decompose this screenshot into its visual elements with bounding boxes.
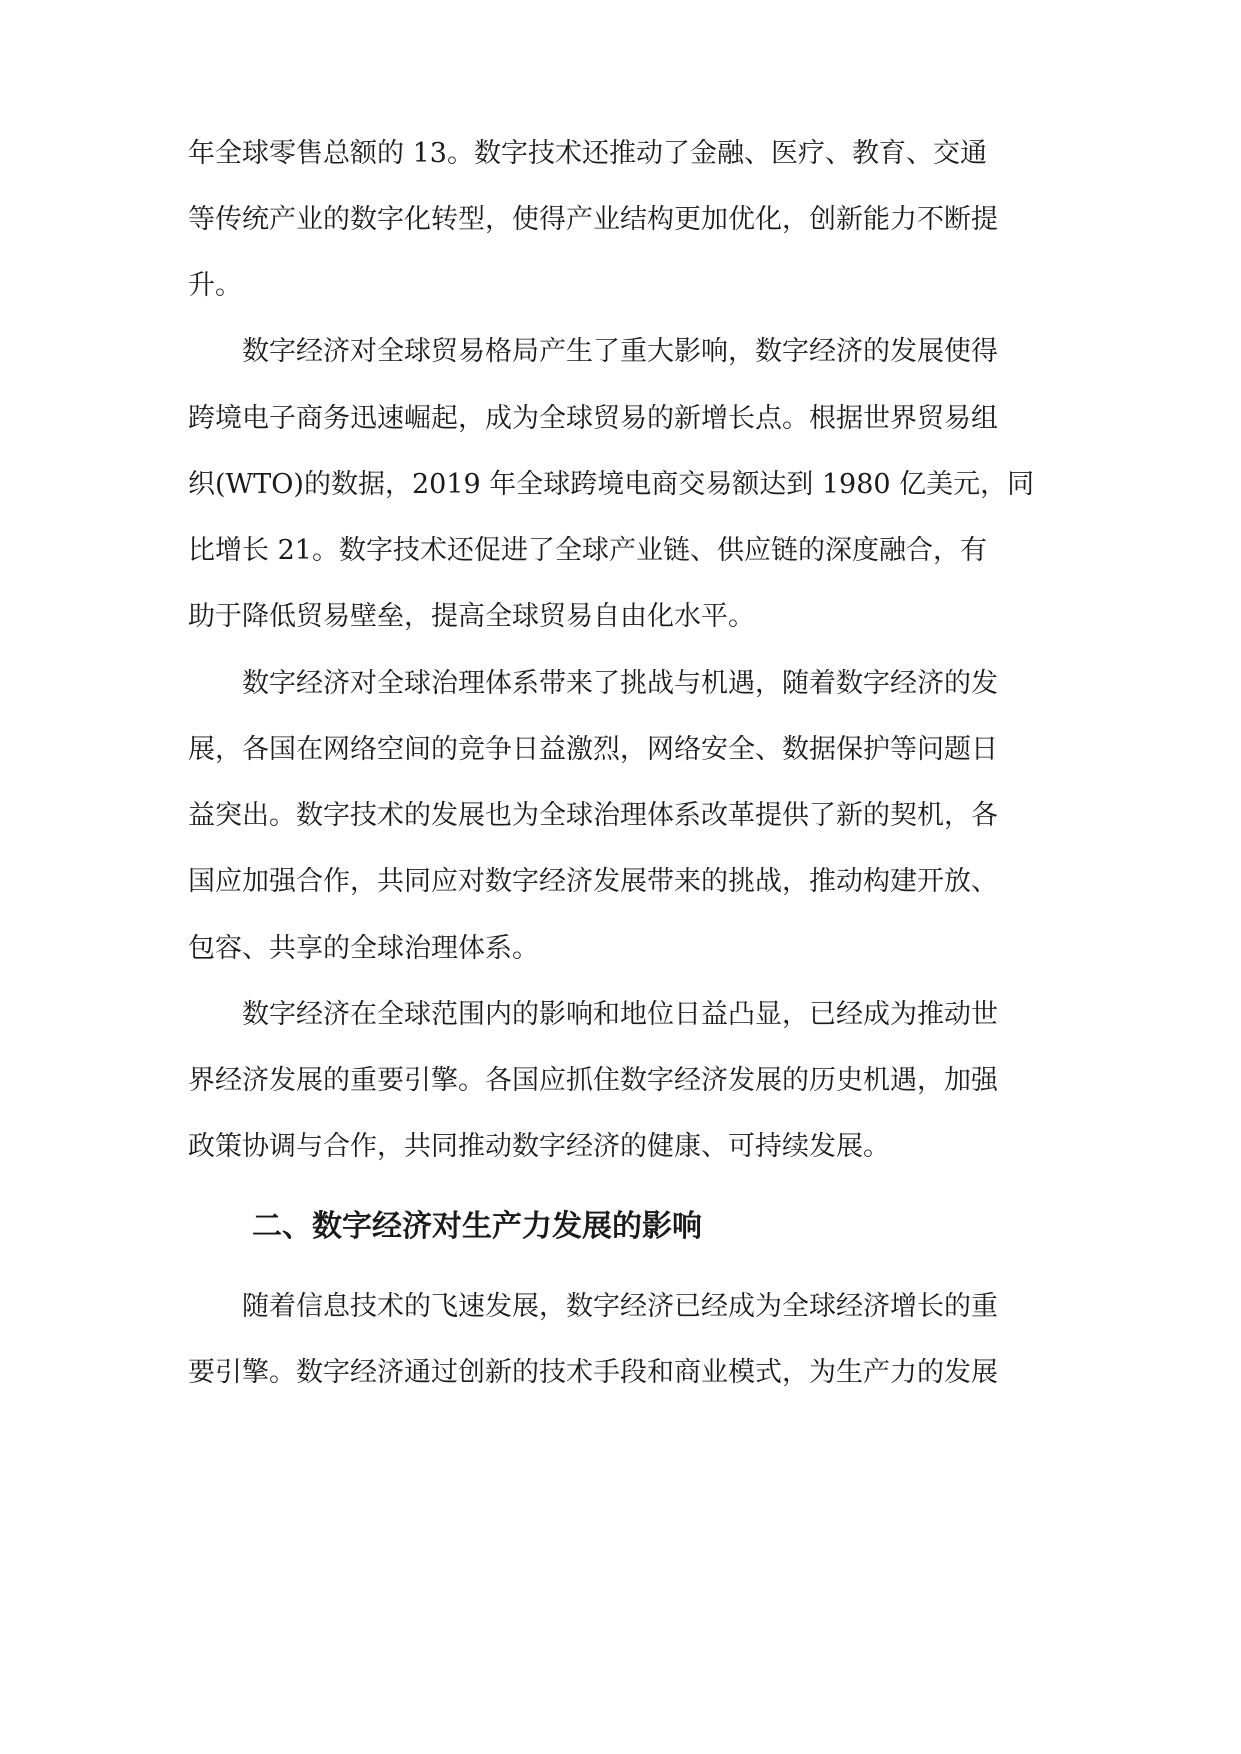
paragraph-3-line-1: 数字经济对全球治理体系带来了挑战与机遇，随着数字经济的发 — [188, 668, 998, 699]
paragraph-1-line-3: 升。 — [188, 270, 242, 301]
paragraph-2-line-4: 比增长 21。数字技术还促进了全球产业链、供应链的深度融合，有 — [188, 535, 987, 566]
paragraph-4-line-2: 界经济发展的重要引擎。各国应抓住数字经济发展的历史机遇，加强 — [188, 1065, 998, 1096]
paragraph-2-line-3: 织(WTO)的数据，2019 年全球跨境电商交易额达到 1980 亿美元，同 — [188, 469, 1035, 500]
paragraph-3-line-5: 包容、共享的全球治理体系。 — [188, 933, 539, 964]
paragraph-1-line-2: 等传统产业的数字化转型，使得产业结构更加优化，创新能力不断提 — [188, 204, 998, 235]
paragraph-3-line-2: 展，各国在网络空间的竞争日益激烈，网络安全、数据保护等问题日 — [188, 734, 998, 765]
paragraph-4-line-1: 数字经济在全球范围内的影响和地位日益凸显，已经成为推动世 — [188, 999, 998, 1030]
paragraph-3-line-3: 益突出。数字技术的发展也为全球治理体系改革提供了新的契机，各 — [188, 800, 998, 831]
paragraph-2-line-5: 助于降低贸易壁垒，提高全球贸易自由化水平。 — [188, 601, 755, 632]
paragraph-4-line-3: 政策协调与合作，共同推动数字经济的健康、可持续发展。 — [188, 1131, 890, 1162]
paragraph-5-line-2: 要引擎。数字经济通过创新的技术手段和商业模式，为生产力的发展 — [188, 1357, 998, 1388]
paragraph-5-line-1: 随着信息技术的飞速发展，数字经济已经成为全球经济增长的重 — [188, 1291, 998, 1322]
section-heading: 二、数字经济对生产力发展的影响 — [252, 1209, 702, 1244]
paragraph-2-line-2: 跨境电子商务迅速崛起，成为全球贸易的新增长点。根据世界贸易组 — [188, 403, 998, 434]
paragraph-2-line-1: 数字经济对全球贸易格局产生了重大影响，数字经济的发展使得 — [188, 336, 998, 367]
paragraph-1-line-1: 年全球零售总额的 13。数字技术还推动了金融、医疗、教育、交通 — [188, 138, 987, 169]
paragraph-3-line-4: 国应加强合作，共同应对数字经济发展带来的挑战，推动构建开放、 — [188, 866, 998, 897]
